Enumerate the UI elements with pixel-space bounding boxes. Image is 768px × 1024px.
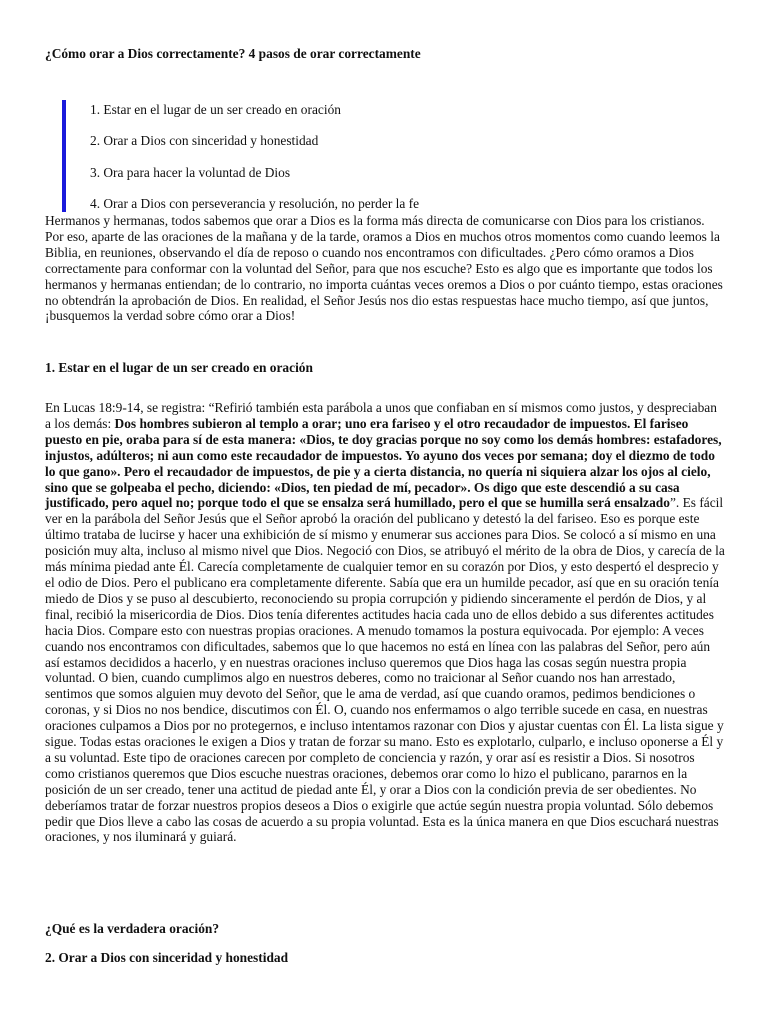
section-1-lead: En Lucas 18:9-14, se registra: “Refirió también esta parábola a unos que confiaban en sí mismos como justos, y despreciaban a los demás: (45, 400, 717, 431)
step-item: 4. Orar a Dios con perseverancia y resolución, no perder la fe (90, 196, 420, 211)
page-title: ¿Cómo orar a Dios correctamente? 4 pasos de orar correctamente (45, 46, 421, 61)
section-heading-1: 1. Estar en el lugar de un ser creado en oración (45, 360, 313, 375)
question-heading: ¿Qué es la verdadera oración? (45, 921, 220, 936)
parable-quote: Dos hombres subieron al templo a orar; uno era fariseo y el otro recaudador de impuestos. El fariseo puesto en pie, oraba para sí de esta manera: «Dios, te doy gracias porque no soy como los demás hombres: estafadores, injustos, adúlteros; ni aun como este recaudador de impuestos. Yo ayuno dos veces por semana; doy el diezmo de todo lo que gano». Pero el recaudador de impuestos, de pie y a cierta distancia, no quería ni siquiera alzar los ojos al cielo, sino que se golpeaba el pecho, diciendo: «Dios, ten piedad de mí, pecador». Os digo que este descendió a su casa justificado, pero aquel no; porque todo el que se ensalza será humillado, pero el que se humilla será ensalzado (45, 415, 722, 511)
steps-list (62, 100, 722, 212)
step-item: 3. Ora para hacer la voluntad de Dios (90, 165, 291, 180)
step-item: 2. Orar a Dios con sinceridad y honestidad (90, 133, 319, 148)
step-item: 1. Estar en el lugar de un ser creado en oración (90, 102, 341, 117)
blockquote-bar (62, 100, 66, 212)
section-1-paragraph (45, 400, 725, 845)
section-1-body: ”. Es fácil ver en la parábola del Señor Jesús que el Señor aprobó la oración del publicano y detestó la del fariseo. Eso es porque este último trataba de lucirse y hacer una exhibición de sí mismo y enumerar sus acciones para Dios. Se colocó a sí mismo en una posición muy alta, incluso al mismo nivel que Dios. Negoció con Dios, se atribuyó el mérito de la obra de Dios, y carecía de la más mínima piedad ante Él. Carecía completamente de cualquier temor en su corazón por Dios, y esto despertó el desprecio y el odio de Dios. Pero el publicano era completamente diferente. Sabía que era un humilde pecador, así que en su oración tenía miedo de Dios y se puso al descubierto, reconociendo su propia corrupción y pidiendo sinceramente el perdón de Dios, y al final, recibió la misericordia de Dios. Dios tenía diferentes actitudes hacia cada uno de ellos debido a sus diferentes actitudes hacia Dios. Compare esto con nuestras propias oraciones. A menudo tomamos la postura equivocada. Por ejemplo: A veces cuando nos encontramos con dificultades, sabemos que lo que hacemos no está en línea con las palabras del Señor, pero aún así estamos decididos a hacerlo, y en nuestras oraciones incluso queremos que Dios haga las cosas según nuestra propia voluntad. O bien, cuando cumplimos algo en nuestros deberes, como no traicionar al Señor cuando nos han arrestado, sentimos que somos alguien muy devoto del Señor, que le ama de verdad, así que cuando oramos, pedimos bendiciones o coronas, y si Dios no nos bendice, discutimos con Él. O, cuando nos enfermamos o algo terrible sucede en casa, en nuestras oraciones culpamos a Dios por no protegernos, e incluso intentamos razonar con Dios y ajustar cuentas con Él. La lista sigue y sigue. Todas estas oraciones le exigen a Dios y tratan de forzar su mano. Esto es explotarlo, culparlo, e incluso oponerse a Él y a su voluntad. Este tipo de oraciones carecen por completo de conciencia y razón, y orar así es resistir a Dios. Si nosotros como cristianos queremos que Dios escuche nuestras oraciones, debemos orar como lo hizo el publicano, pararnos en la posición de un ser creado, tener una actitud de piedad ante Él, y orar a Dios con la condición previa de ser obedientes. No deberíamos tratar de forzar nuestros propios deseos a Dios o exigirle que actúe según nuestra propia voluntad. Sólo debemos pedir que Dios lleve a cabo las cosas de acuerdo a su propia voluntad. Esta es la única manera en que Dios escuchará nuestras oraciones, y nos iluminará y guiará. (45, 495, 725, 845)
section-heading-2: 2. Orar a Dios con sinceridad y honestidad (45, 950, 289, 965)
intro-paragraph: Hermanos y hermanas, todos sabemos que orar a Dios es la forma más directa de comunicarse con Dios para los cristianos. Por eso, aparte de las oraciones de la mañana y de la tarde, oramos a Dios en muchos otros momentos como cuando leemos la Biblia, en reuniones, observando el día de reposo o cuando nos encontramos con dificultades. ¿Pero cómo oramos a Dios correctamente para conformar con la voluntad del Señor, para que nos escuche? Esto es algo que es importante que todos los hermanos y hermanas entiendan; de lo contrario, no importa cuántas veces oremos a Dios o por cuánto tiempo, estas oraciones no obtendrán la aprobación de Dios. En realidad, el Señor Jesús nos dio estas respuestas hace mucho tiempo, así que juntos, ¡busquemos la verdad sobre cómo orar a Dios! (45, 213, 723, 324)
